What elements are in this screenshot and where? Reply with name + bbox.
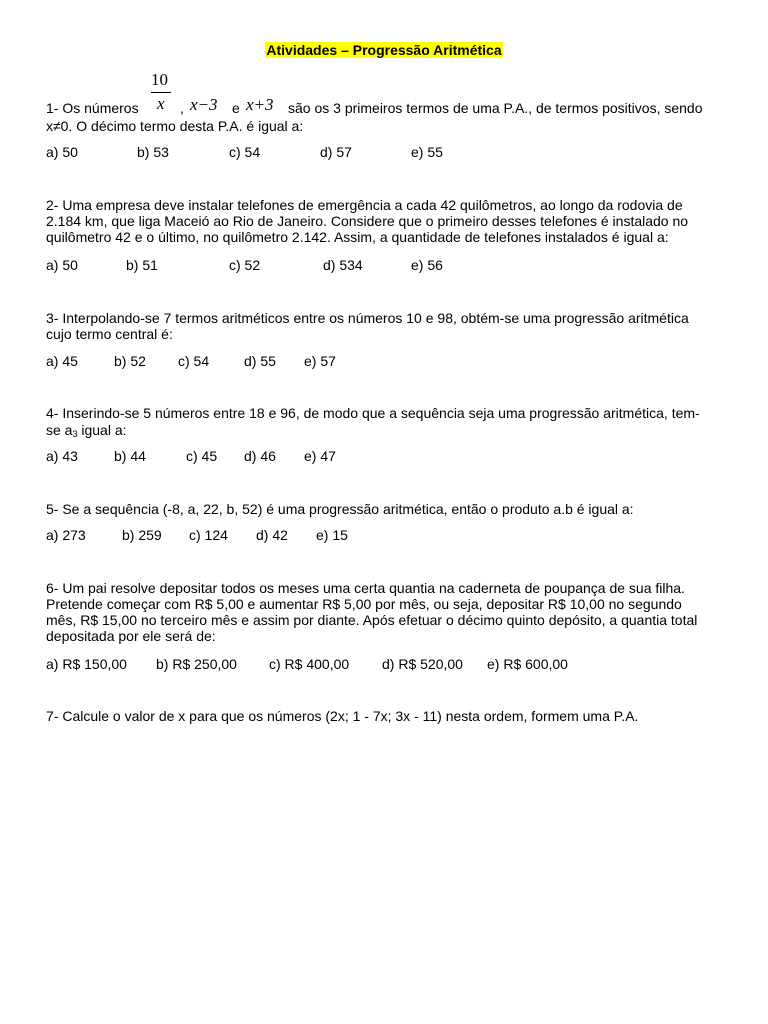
title-container <box>0 42 768 58</box>
q4-option-d: d) 46 <box>244 448 276 464</box>
q3-option-b: b) 52 <box>114 353 146 369</box>
q1-prefix: 1- Os números <box>46 100 139 116</box>
q2-line-3: quilômetro 42 e o último, no quilômetro 2.142. Assim, a quantidade de telefones instalados é igual a: <box>46 229 669 245</box>
q1-comma: , <box>180 100 184 116</box>
q7-line-1: 7- Calcule o valor de x para que os números (2x; 1 - 7x; 3x - 11) nesta ordem, formem uma P.A. <box>46 708 639 724</box>
q6-option-b: b) R$ 250,00 <box>156 656 237 672</box>
q4-option-b: b) 44 <box>114 448 146 464</box>
q6-line-3: mês, R$ 15,00 no terceiro mês e assim por diante. Após efetuar o décimo quinto depósito, a quantia total <box>46 612 698 628</box>
q5-option-a: a) 273 <box>46 527 86 543</box>
q3-option-e: e) 57 <box>304 353 336 369</box>
q2-option-c: c) 52 <box>229 257 261 273</box>
q6-line-1: 6- Um pai resolve depositar todos os meses uma certa quantia na caderneta de poupança de sua filha. <box>46 580 685 596</box>
q5-option-b: b) 259 <box>122 527 162 543</box>
q6-line-4: depositada por ele será de: <box>46 628 216 644</box>
q4-options <box>46 448 726 464</box>
q1-option-a: a) 50 <box>46 144 78 160</box>
q1-text-after: são os 3 primeiros termos de uma P.A., de termos positivos, sendo <box>288 100 703 116</box>
q4-option-e: e) 47 <box>304 448 336 464</box>
q3-line-2: cujo termo central é: <box>46 326 173 342</box>
q6-option-d: d) R$ 520,00 <box>382 656 463 672</box>
q3-option-d: d) 55 <box>244 353 276 369</box>
page-title: Atividades – Progressão Aritmética <box>266 42 502 58</box>
q6-option-c: c) R$ 400,00 <box>269 656 350 672</box>
q1-options <box>46 144 726 160</box>
q2-option-a: a) 50 <box>46 257 78 273</box>
q1-term-2: x−3 <box>190 95 218 114</box>
q4-line-2-post: igual a: <box>77 422 127 438</box>
q5-option-c: c) 124 <box>189 527 228 543</box>
q4-line-2-pre: se a <box>46 422 73 438</box>
q1-option-e: e) 55 <box>411 144 443 160</box>
q6-option-e: e) R$ 600,00 <box>487 656 568 672</box>
q1-fraction-denominator: x <box>157 94 165 113</box>
q5-option-e: e) 15 <box>316 527 348 543</box>
q1-fraction-numerator: 10 <box>151 70 168 89</box>
q4-option-c: c) 45 <box>186 448 218 464</box>
q4-option-a: a) 43 <box>46 448 78 464</box>
q5-option-d: d) 42 <box>256 527 288 543</box>
q2-option-d: d) 534 <box>323 257 363 273</box>
q4-line-2 <box>46 422 726 442</box>
q4-line-1: 4- Inserindo-se 5 números entre 18 e 96, de modo que a sequência seja uma progressão aritmética, tem- <box>46 405 700 421</box>
q2-option-e: e) 56 <box>411 257 443 273</box>
q1-line-2: x≠0. O décimo termo desta P.A. é igual a: <box>46 118 304 134</box>
q2-line-2: 2.184 km, que liga Maceió ao Rio de Janeiro. Considere que o primeiro desses telefones é instalado no <box>46 213 689 229</box>
q4-subscript: 3 <box>72 429 78 439</box>
q1-option-c: c) 54 <box>229 144 261 160</box>
q3-option-a: a) 45 <box>46 353 78 369</box>
q6-option-a: a) R$ 150,00 <box>46 656 127 672</box>
q3-options <box>46 353 726 369</box>
q1-term-3: x+3 <box>246 95 274 114</box>
q1-conjunction: e <box>232 100 240 116</box>
q2-line-1: 2- Uma empresa deve instalar telefones de emergência a cada 42 quilômetros, ao longo da rodovia de <box>46 197 683 213</box>
q3-line-1: 3- Interpolando-se 7 termos aritméticos entre os números 10 e 98, obtém-se uma progressão aritmética <box>46 310 689 326</box>
q6-line-2: Pretende começar com R$ 5,00 e aumentar R$ 5,00 por mês, ou seja, depositar R$ 10,00 no segundo <box>46 596 682 612</box>
q2-option-b: b) 51 <box>126 257 158 273</box>
q2-options <box>46 257 726 273</box>
q1-option-b: b) 53 <box>137 144 169 160</box>
q1-option-d: d) 57 <box>320 144 352 160</box>
q5-line-1: 5- Se a sequência (-8, a, 22, b, 52) é uma progressão aritmética, então o produto a.b é igual a: <box>46 501 634 517</box>
q5-options <box>46 527 726 543</box>
q3-option-c: c) 54 <box>178 353 210 369</box>
q6-options <box>46 656 726 672</box>
q1-fraction-bar <box>151 92 171 93</box>
